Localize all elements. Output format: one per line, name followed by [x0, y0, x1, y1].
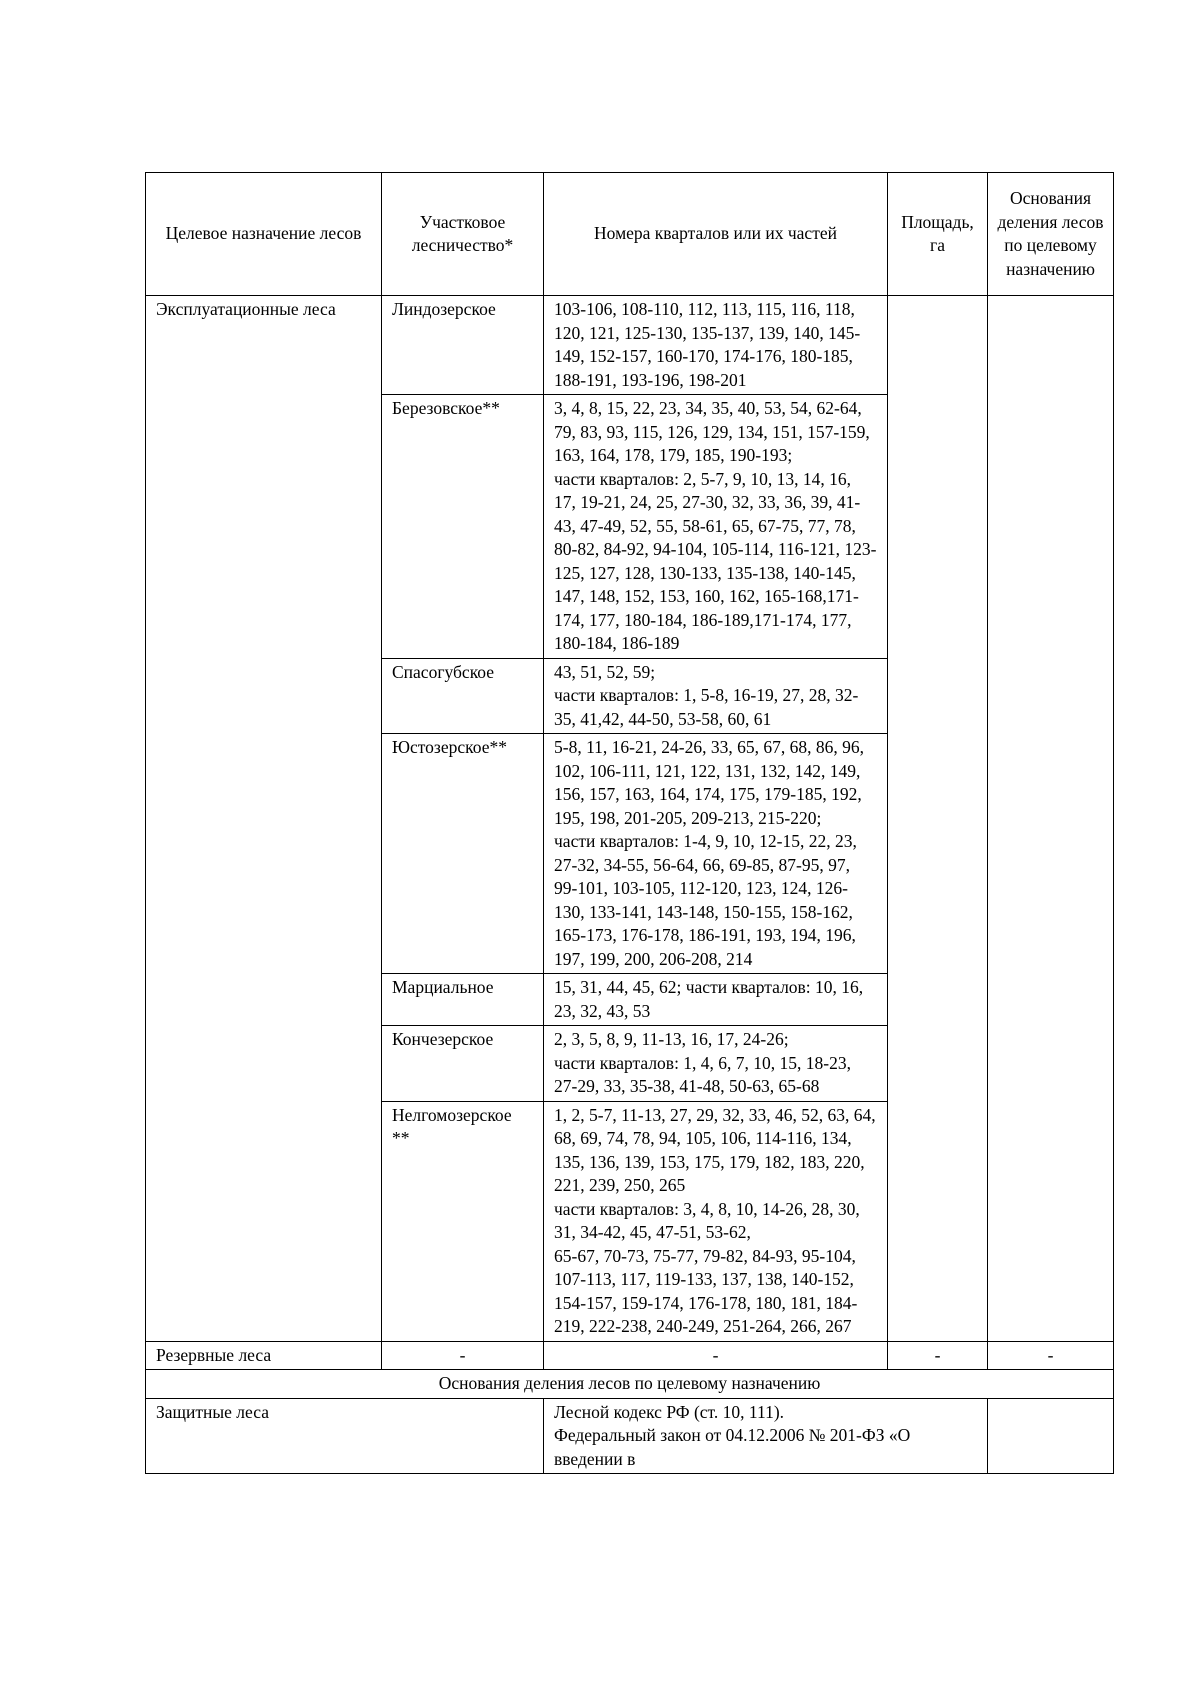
- header-basis: Основания деления лесов по целевому назначению: [988, 173, 1114, 296]
- forestry-name: Линдозерское: [382, 296, 544, 395]
- reserve-quarters: -: [544, 1341, 888, 1370]
- forestry-name: Нелгомозерское **: [382, 1101, 544, 1341]
- quarters-list: 5-8, 11, 16-21, 24-26, 33, 65, 67, 68, 86, 96, 102, 106-111, 121, 122, 131, 132, 142, 149, 156, 157, 163, 164, 174, 175, 179-185, 192, 195, 198, 201-205, 209-213, 215-220; части кварталов: 1-4, 9, 10, 12-15, 22, 23, 27-32, 34-55, 56-64, 66, 69-85, 87-95, 97, 99-101, 103-105, 112-120, 123, 124, 126-130, 133-141, 143-148, 150-155, 158-162, 165-173, 176-178, 186-191, 193, 194, 196, 197, 199, 200, 206-208, 214: [544, 734, 888, 974]
- protective-label: Защитные леса: [146, 1398, 544, 1474]
- quarters-list: 103-106, 108-110, 112, 113, 115, 116, 118, 120, 121, 125-130, 135-137, 139, 140, 145-149, 152-157, 160-170, 174-176, 180-185, 188-191, 193-196, 198-201: [544, 296, 888, 395]
- protective-row: [146, 1398, 1114, 1474]
- reserve-basis: -: [988, 1341, 1114, 1370]
- basis-section-title: Основания деления лесов по целевому назначению: [146, 1370, 1114, 1399]
- reserve-forestry: -: [382, 1341, 544, 1370]
- forestry-name: Юстозерское**: [382, 734, 544, 974]
- section-heading-row: [146, 1370, 1114, 1399]
- reserve-area: -: [888, 1341, 988, 1370]
- protective-empty-cell: [988, 1398, 1114, 1474]
- protective-basis-text: Лесной кодекс РФ (ст. 10, 111). Федеральный закон от 04.12.2006 № 201-ФЗ «О введении в: [544, 1398, 988, 1474]
- table-row: [146, 296, 1114, 395]
- quarters-list: 15, 31, 44, 45, 62; части кварталов: 10, 16, 23, 32, 43, 53: [544, 974, 888, 1026]
- header-quarters: Номера кварталов или их частей: [544, 173, 888, 296]
- forestry-name: Березовское**: [382, 395, 544, 659]
- header-purpose: Целевое назначение лесов: [146, 173, 382, 296]
- forestry-name: Марциальное: [382, 974, 544, 1026]
- reserve-label: Резервные леса: [146, 1341, 382, 1370]
- header-forestry: Участковое лесничество*: [382, 173, 544, 296]
- quarters-list: 43, 51, 52, 59; части кварталов: 1, 5-8, 16-19, 27, 28, 32-35, 41,42, 44-50, 53-58, 60, 61: [544, 658, 888, 734]
- area-cell: [888, 296, 988, 1342]
- forest-purpose-table: [145, 172, 1114, 1474]
- forestry-name: Кончезерское: [382, 1026, 544, 1102]
- header-area: Площадь, га: [888, 173, 988, 296]
- exploitation-label: Эксплуатационные леса: [146, 296, 382, 1342]
- basis-cell: [988, 296, 1114, 1342]
- forestry-name: Спасогубское: [382, 658, 544, 734]
- quarters-list: 3, 4, 8, 15, 22, 23, 34, 35, 40, 53, 54, 62-64, 79, 83, 93, 115, 126, 129, 134, 151, 157-159, 163, 164, 178, 179, 185, 190-193; части кварталов: 2, 5-7, 9, 10, 13, 14, 16, 17, 19-21, 24, 25, 27-30, 32, 33, 36, 39, 41-43, 47-49, 52, 55, 58-61, 65, 67-75, 77, 78, 80-82, 84-92, 94-104, 105-114, 116-121, 123-125, 127, 128, 130-133, 135-138, 140-145, 147, 148, 152, 153, 160, 162, 165-168,171-174, 177, 180-184, 186-189,171-174, 177, 180-184, 186-189: [544, 395, 888, 659]
- quarters-list: 1, 2, 5-7, 11-13, 27, 29, 32, 33, 46, 52, 63, 64, 68, 69, 74, 78, 94, 105, 106, 114-116, 134, 135, 136, 139, 153, 175, 179, 182, 183, 220, 221, 239, 250, 265 части кварталов: 3, 4, 8, 10, 14-26, 28, 30, 31, 34-42, 45, 47-51, 53-62, 65-67, 70-73, 75-77, 79-82, 84-93, 95-104, 107-113, 117, 119-133, 137, 138, 140-152, 154-157, 159-174, 176-178, 180, 181, 184-219, 222-238, 240-249, 251-264, 266, 267: [544, 1101, 888, 1341]
- reserve-row: [146, 1341, 1114, 1370]
- quarters-list: 2, 3, 5, 8, 9, 11-13, 16, 17, 24-26; части кварталов: 1, 4, 6, 7, 10, 15, 18-23, 27-29, 33, 35-38, 41-48, 50-63, 65-68: [544, 1026, 888, 1102]
- table-header-row: [146, 173, 1114, 296]
